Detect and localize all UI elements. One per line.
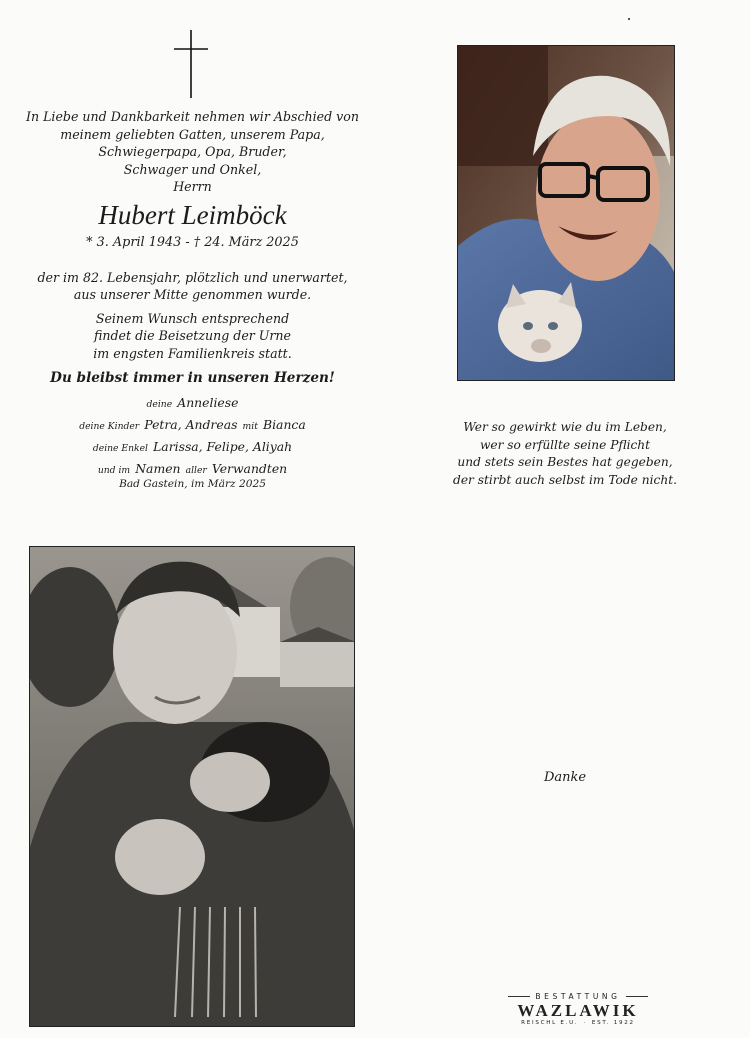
logo-top-row (493, 992, 663, 1001)
logo-sub-left: REISCHL E.U. (521, 1020, 579, 1026)
portrait-photo-recent (457, 45, 675, 381)
cross-icon (173, 30, 209, 98)
logo-main-text: WAZLAWIK (517, 1001, 639, 1020)
signature-name: Larissa, Felipe, Aliyah (153, 439, 293, 454)
signature-small: und im (97, 465, 131, 476)
poem-line: der stirbt auch selbst im Tode nicht. (453, 472, 677, 487)
signature-small: deine Kinder (79, 421, 140, 432)
signature-name: Bianca (262, 417, 306, 432)
poem-line: und stets sein Bestes hat gegeben, (457, 455, 673, 470)
passing-line: aus unserer Mitte genommen wurde. (73, 287, 312, 303)
logo-sub-right: EST. 1922 (591, 1020, 635, 1026)
logo-sub-sep: · (583, 1020, 587, 1026)
signature-small: mit (242, 421, 258, 432)
intro-line: meinem geliebten Gatten, unserem Papa, (60, 126, 325, 142)
passing-text (20, 269, 365, 304)
burial-line: findet die Beisetzung der Urne (93, 328, 291, 344)
intro-line: Schwiegerpapa, Opa, Bruder, (98, 144, 287, 160)
signature-small: deine Enkel (92, 443, 148, 454)
burial-line: Seinem Wunsch entsprechend (95, 311, 290, 326)
motto: Du bleibst immer in unseren Herzen! (50, 370, 335, 386)
signature-name: Verwandten (211, 461, 288, 476)
passing-line: der im 82. Lebensjahr, plötzlich und unerwartet, (37, 270, 348, 285)
signature-name: Namen (135, 461, 181, 476)
intro-line: Herrn (173, 179, 212, 195)
deceased-name: Hubert Leimböck (98, 200, 287, 230)
mourners-signature (20, 392, 365, 480)
life-dates: * 3. April 1943 - † 24. März 2025 (86, 235, 299, 250)
logo-rule (626, 996, 648, 997)
signature-line (20, 414, 365, 436)
thanks-text: Danke (543, 770, 587, 785)
intro-line: Schwager und Onkel, (123, 161, 262, 177)
speck (628, 18, 630, 20)
memorial-poem (440, 419, 690, 489)
portrait-photo-young (29, 546, 355, 1027)
signature-name: Petra, Andreas (144, 417, 238, 432)
poem-line: Wer so gewirkt wie du im Leben, (463, 420, 667, 434)
logo-sub-row (493, 1020, 663, 1026)
signature-line (20, 436, 365, 458)
signature-small: deine (146, 399, 173, 410)
place-date: Bad Gastein, im März 2025 (119, 478, 266, 490)
signature-line (20, 392, 365, 414)
signature-name: Anneliese (177, 395, 239, 410)
poem-line: wer so erfüllte seine Pflicht (479, 437, 651, 452)
intro-text (20, 108, 365, 196)
logo-top-text: BESTATTUNG (535, 992, 621, 1001)
burial-text (20, 310, 365, 362)
signature-small: aller (185, 465, 207, 476)
logo-rule (508, 996, 530, 997)
burial-line: im engsten Familienkreis statt. (93, 345, 292, 361)
funeral-home-logo (493, 988, 663, 1028)
intro-line: In Liebe und Dankbarkeit nehmen wir Abschied von (25, 109, 359, 124)
